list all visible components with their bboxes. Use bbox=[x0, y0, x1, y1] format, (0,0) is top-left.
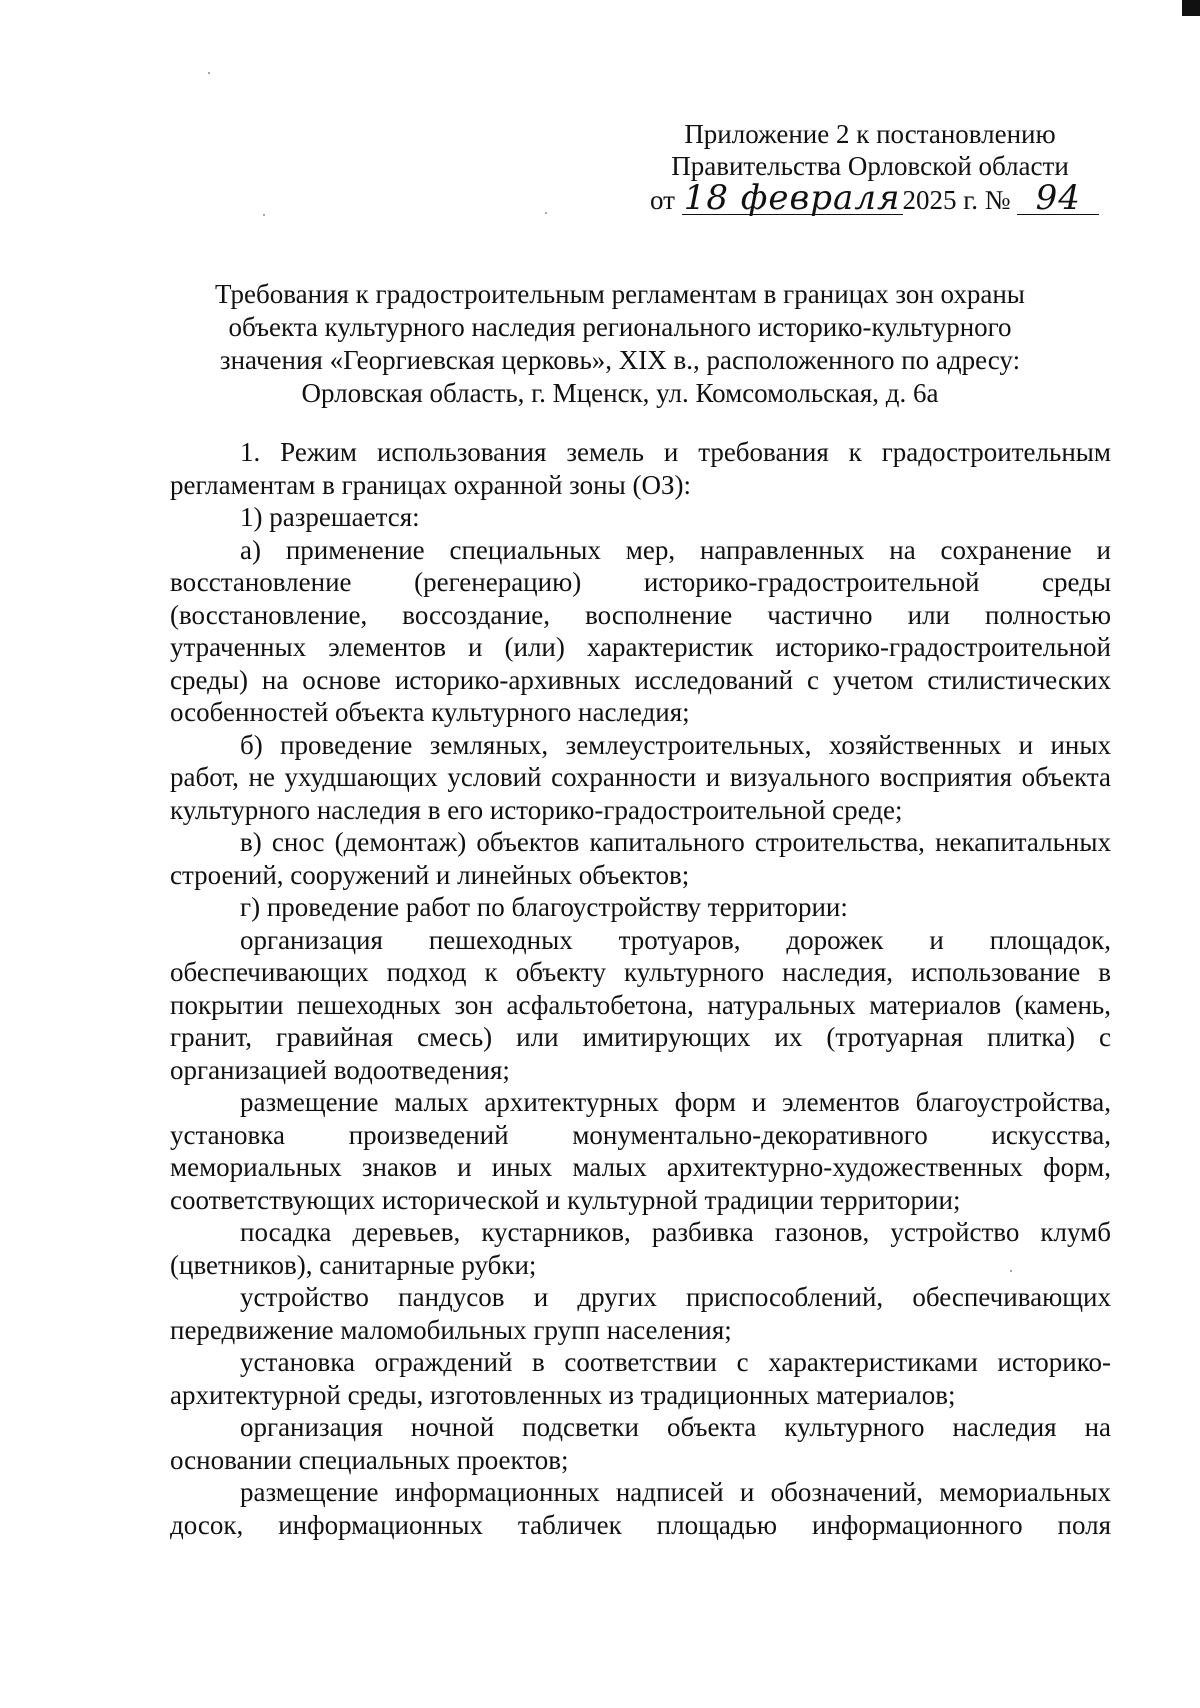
paragraph-g: г) проведение работ по благоустройству территории: bbox=[240, 892, 848, 922]
date-year: 2025 г. № bbox=[902, 185, 1011, 215]
handwritten-number: 94 bbox=[1017, 182, 1099, 215]
paragraph-b: б) проведение земляных, землеустроительных, хозяйственных и иных работ, не ухудшающих условий сохранности и визуального восприятия объекта культурного наследия в его историко-градостроительной среде; bbox=[170, 729, 1111, 825]
paragraph-signs: размещение информационных надписей и обозначений, мемориальных досок, информационных табличек площадью информационного поля bbox=[170, 1477, 1111, 1540]
title-line-2: объекта культурного наследия регионального историко-культурного bbox=[228, 312, 1012, 342]
document-body bbox=[170, 436, 1111, 1541]
paragraph-v: в) снос (демонтаж) объектов капитального строительства, некапитальных строений, сооружений и линейных объектов; bbox=[170, 827, 1111, 890]
scan-corner-mark bbox=[1182, 0, 1200, 16]
date-prefix: от bbox=[650, 185, 675, 215]
paragraph-a: а) применение специальных мер, направленных на сохранение и восстановление (регенерацию) историко-градостроительной среды (восстановление, воссоздание, восполнение частично или полностью утраченных элементов и (или) характеристик историко-градостроительной среды) на основе историко-архивных исследований с учетом стилистических особенностей объекта культурного наследия; bbox=[170, 534, 1111, 727]
document-title bbox=[170, 278, 1070, 410]
title-line-3: значения «Георгиевская церковь», XIX в., расположенного по адресу: bbox=[219, 345, 1021, 375]
handwritten-date: 18 февраля bbox=[683, 178, 901, 218]
paragraph-1-1: 1) разрешается: bbox=[240, 502, 420, 532]
paragraph-1: 1. Режим использования земель и требования к градостроительным регламентам в границах охранной зоны (ОЗ): bbox=[170, 437, 1111, 500]
paragraph-fences: установка ограждений в соответствии с характеристиками историко-архитектурной среды, изготовленных из традиционных материалов; bbox=[170, 1347, 1111, 1410]
appendix-header bbox=[650, 118, 1090, 216]
government-line: Правительства Орловской области bbox=[671, 151, 1069, 181]
scan-speck bbox=[263, 214, 265, 216]
date-number-line bbox=[650, 178, 1090, 218]
scan-speck bbox=[1010, 1270, 1012, 1272]
paragraph-ramps: устройство пандусов и других приспособлений, обеспечивающих передвижение маломобильных групп населения; bbox=[170, 1282, 1111, 1345]
title-line-1: Требования к градостроительным регламентам в границах зон охраны bbox=[215, 279, 1025, 309]
paragraph-planting: посадка деревьев, кустарников, разбивка газонов, устройство клумб (цветников), санитарные рубки; bbox=[170, 1217, 1111, 1280]
paragraph-sidewalks: организация пешеходных тротуаров, дорожек и площадок, обеспечивающих подход к объекту культурного наследия, использование в покрытии пешеходных зон асфальтобетона, натуральных материалов (камень, гранит, гравийная смесь) или имитирующих их (тротуарная плитка) с организацией водоотведения; bbox=[170, 924, 1111, 1085]
scan-speck bbox=[545, 212, 547, 214]
appendix-line: Приложение 2 к постановлению bbox=[684, 119, 1056, 149]
paragraph-lighting: организация ночной подсветки объекта культурного наследия на основании специальных проектов; bbox=[170, 1412, 1111, 1475]
paragraph-small-forms: размещение малых архитектурных форм и элементов благоустройства, установка произведений монументально-декоративного искусства, мемориальных знаков и иных малых архитектурно-художественных форм, соответствующих исторической и культурной традиции территории; bbox=[170, 1087, 1111, 1215]
scan-speck bbox=[208, 72, 210, 74]
title-line-4: Орловская область, г. Мценск, ул. Комсомольская, д. 6а bbox=[301, 378, 939, 408]
